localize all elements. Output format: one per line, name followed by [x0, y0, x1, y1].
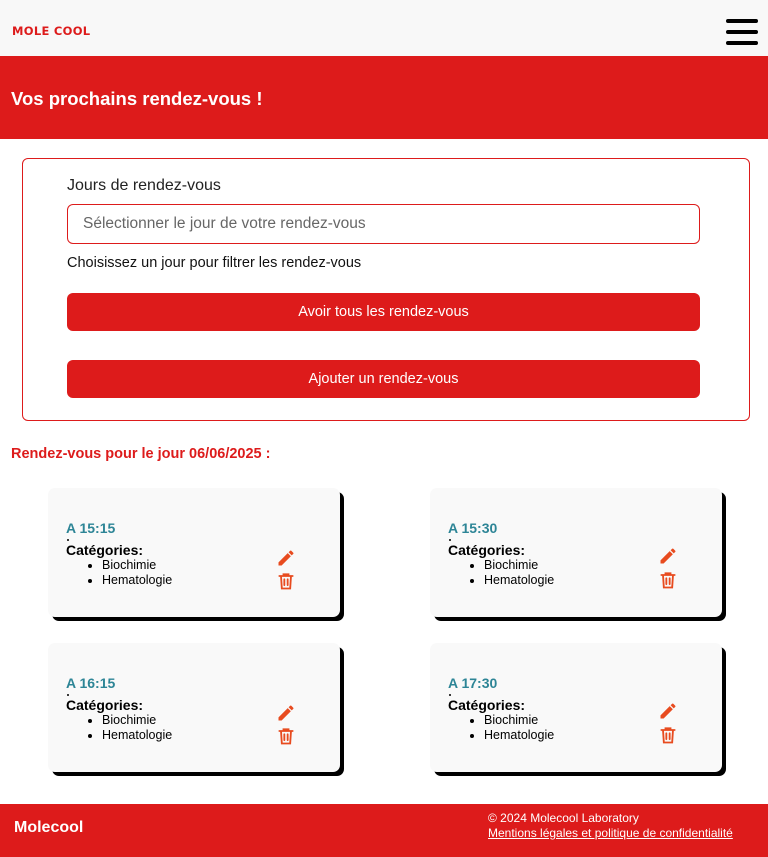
appointment-card	[48, 643, 340, 772]
add-appointment-button[interactable]: Ajouter un rendez-vous	[67, 360, 700, 398]
appointment-time: A 17:30	[448, 675, 498, 691]
category-item: • Hematologie	[484, 573, 554, 588]
hero-banner	[0, 56, 768, 139]
legal-notice-link[interactable]: Mentions légales et politique de confidentialité	[488, 826, 733, 840]
date-filter-input[interactable]	[67, 204, 700, 244]
appointments-day-heading: Rendez-vous pour le jour 06/06/2025 :	[11, 446, 271, 462]
top-navbar	[0, 0, 768, 56]
category-item: • Biochimie	[484, 713, 554, 728]
appointment-time: A 16:15	[66, 675, 116, 691]
pencil-icon[interactable]	[274, 701, 298, 725]
page-title: Vos prochains rendez-vous !	[11, 88, 263, 109]
appointment-time: A 15:15	[66, 520, 116, 536]
appointment-categories-label: Catégories:	[66, 697, 144, 713]
footer-brand: Molecool	[14, 819, 84, 836]
category-item: • Hematologie	[102, 728, 172, 743]
date-filter-helper-text: Choisissez un jour pour filtrer les rendez-vous	[67, 255, 362, 271]
trash-icon[interactable]	[656, 723, 680, 747]
category-item: • Hematologie	[484, 728, 554, 743]
appointment-card	[430, 643, 722, 772]
footer-copyright: © 2024 Molecool Laboratory	[488, 811, 639, 825]
pencil-icon[interactable]	[274, 546, 298, 570]
appointment-card	[48, 488, 340, 617]
pencil-icon[interactable]	[656, 699, 680, 723]
show-all-appointments-button[interactable]: Avoir tous les rendez-vous	[67, 293, 700, 331]
appointment-categories-label: Catégories:	[66, 542, 144, 558]
appointment-categories-list	[102, 558, 172, 588]
page-footer	[0, 804, 768, 857]
appointment-card	[430, 488, 722, 617]
trash-icon[interactable]	[656, 568, 680, 592]
appointment-categories-list	[484, 713, 554, 743]
hamburger-menu-icon[interactable]	[724, 16, 760, 48]
appointment-categories-label: Catégories:	[448, 542, 526, 558]
category-item: • Biochimie	[102, 713, 172, 728]
pencil-icon[interactable]	[656, 544, 680, 568]
appointment-time: A 15:30	[448, 520, 498, 536]
category-item: • Hematologie	[102, 573, 172, 588]
appointment-categories-label: Catégories:	[448, 697, 526, 713]
trash-icon[interactable]	[274, 724, 298, 748]
trash-icon[interactable]	[274, 569, 298, 593]
category-item: • Biochimie	[102, 558, 172, 573]
appointment-categories-list	[484, 558, 554, 588]
app-logo[interactable]: MOLE COOL	[12, 24, 91, 38]
appointment-categories-list	[102, 713, 172, 743]
date-filter-label: Jours de rendez-vous	[67, 177, 221, 194]
filter-panel	[22, 158, 750, 421]
category-item: • Biochimie	[484, 558, 554, 573]
